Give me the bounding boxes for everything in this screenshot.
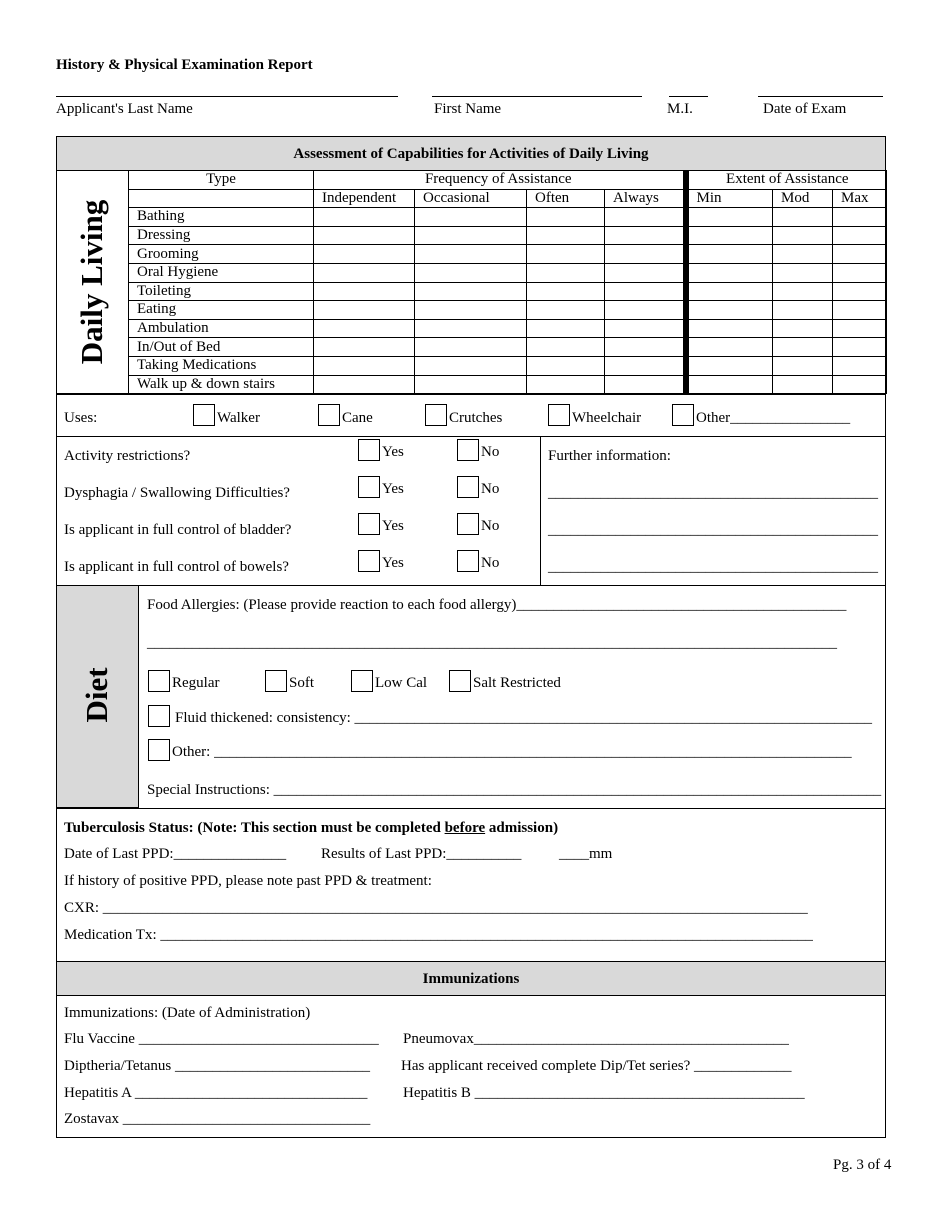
immunizations-subtitle: Immunizations: (Date of Administration) — [64, 1005, 311, 1021]
extent-header: Extent of Assistance — [686, 171, 887, 190]
table-row — [129, 319, 887, 338]
further-information-line[interactable]: ____________________________________________ — [548, 522, 878, 538]
last-name-label: Applicant's Last Name — [56, 101, 193, 117]
soft-checkbox[interactable] — [265, 670, 287, 692]
first-name-line[interactable] — [432, 96, 642, 97]
col-independent: Independent — [314, 189, 415, 208]
fluid-thickened-field[interactable]: Fluid thickened: consistency: _____________________________________________________________________ — [175, 710, 873, 726]
fluid-thickened-checkbox[interactable] — [148, 705, 170, 727]
table-row — [129, 263, 887, 282]
divider — [56, 585, 886, 586]
further-information-label: Further information: — [548, 448, 671, 464]
yes-label: Yes — [382, 444, 404, 460]
adl-row-label: Grooming — [129, 245, 314, 264]
results-last-ppd-field[interactable]: Results of Last PPD:__________ — [321, 846, 522, 862]
table-row — [129, 208, 887, 227]
adl-row-label: Ambulation — [129, 319, 314, 338]
food-allergies-field[interactable]: Food Allergies: (Please provide reaction to each food allergy)____________________________________________ — [147, 597, 847, 613]
mi-line[interactable] — [669, 96, 708, 97]
no-label: No — [481, 555, 500, 571]
no-label: No — [481, 481, 500, 497]
adl-row-label: Taking Medications — [129, 356, 314, 375]
special-instructions-field[interactable]: Special Instructions: _________________________________________________________________________________ — [147, 782, 882, 798]
frequency-header: Frequency of Assistance — [314, 171, 686, 190]
diet-other-field[interactable]: Other: _____________________________________________________________________________________ — [172, 744, 852, 760]
regular-label: Regular — [172, 675, 220, 691]
adl-header-row — [129, 171, 887, 190]
question-activity-restrictions: Activity restrictions? — [64, 448, 191, 464]
table-row — [129, 226, 887, 245]
pneumovax-field[interactable]: Pneumovax__________________________________________ — [403, 1031, 789, 1047]
diet-other-checkbox[interactable] — [148, 739, 170, 761]
yes-label: Yes — [382, 518, 404, 534]
soft-label: Soft — [289, 675, 315, 691]
uses-label: Uses: — [64, 410, 98, 426]
yes-label: Yes — [382, 555, 404, 571]
other-label: Other________________ — [696, 410, 851, 426]
wheelchair-label: Wheelchair — [572, 410, 642, 426]
adl-row-label: In/Out of Bed — [129, 338, 314, 357]
walker-checkbox[interactable] — [193, 404, 215, 426]
regular-checkbox[interactable] — [148, 670, 170, 692]
tb-title: Tuberculosis Status: (Note: This section must be completed before admission) — [64, 820, 559, 836]
flu-vaccine-field[interactable]: Flu Vaccine ________________________________ — [64, 1031, 379, 1047]
crutches-label: Crutches — [449, 410, 503, 426]
last-name-line[interactable] — [56, 96, 398, 97]
no-checkbox[interactable] — [457, 550, 479, 572]
immunizations-title: Immunizations — [422, 971, 520, 987]
no-checkbox[interactable] — [457, 513, 479, 535]
adl-subheader-row — [129, 189, 887, 208]
cxr-field[interactable]: CXR: ______________________________________________________________________________________________ — [64, 900, 808, 916]
divider — [540, 436, 541, 586]
further-information-line[interactable]: ____________________________________________ — [548, 559, 878, 575]
dip-tet-series-field[interactable]: Has applicant received complete Dip/Tet series? _____________ — [401, 1058, 792, 1074]
adl-row-label: Toileting — [129, 282, 314, 301]
zostavax-field[interactable]: Zostavax _________________________________ — [64, 1111, 371, 1127]
table-row — [129, 301, 887, 320]
low-cal-checkbox[interactable] — [351, 670, 373, 692]
page-title: History & Physical Examination Report — [56, 57, 313, 73]
diptheria-tetanus-field[interactable]: Diptheria/Tetanus __________________________ — [64, 1058, 370, 1074]
diet-label: Diet — [79, 667, 114, 723]
food-allergies-line[interactable]: ____________________________________________________________________________________________ — [147, 635, 837, 651]
question-bladder: Is applicant in full control of bladder? — [64, 522, 292, 538]
divider — [56, 394, 886, 395]
col-always: Always — [605, 189, 686, 208]
page-number: Pg. 3 of 4 — [833, 1157, 892, 1173]
low-cal-label: Low Cal — [375, 675, 428, 691]
ppd-mm-field[interactable]: ____mm — [559, 846, 613, 862]
salt-restricted-checkbox[interactable] — [449, 670, 471, 692]
adl-row-label: Bathing — [129, 208, 314, 227]
table-row — [129, 282, 887, 301]
hepatitis-a-field[interactable]: Hepatitis A _______________________________ — [64, 1085, 368, 1101]
yes-checkbox[interactable] — [358, 513, 380, 535]
type-header: Type — [129, 171, 314, 190]
no-checkbox[interactable] — [457, 476, 479, 498]
cane-label: Cane — [342, 410, 373, 426]
col-often: Often — [527, 189, 605, 208]
col-min: Min — [686, 189, 773, 208]
no-label: No — [481, 518, 500, 534]
adl-row-label: Oral Hygiene — [129, 263, 314, 282]
adl-row-label: Eating — [129, 301, 314, 320]
table-row — [129, 356, 887, 375]
other-checkbox[interactable] — [672, 404, 694, 426]
adl-title: Assessment of Capabilities for Activities of Daily Living — [293, 146, 649, 162]
yes-checkbox[interactable] — [358, 476, 380, 498]
ppd-history-label: If history of positive PPD, please note past PPD & treatment: — [64, 873, 432, 889]
divider — [56, 436, 886, 437]
yes-label: Yes — [382, 481, 404, 497]
further-information-line[interactable]: ____________________________________________ — [548, 485, 878, 501]
walker-label: Walker — [217, 410, 260, 426]
table-row — [129, 375, 887, 394]
no-checkbox[interactable] — [457, 439, 479, 461]
yes-checkbox[interactable] — [358, 439, 380, 461]
date-of-exam-line[interactable] — [758, 96, 883, 97]
divider — [56, 808, 886, 809]
table-row — [129, 338, 887, 357]
cane-checkbox[interactable] — [318, 404, 340, 426]
adl-row-label: Dressing — [129, 226, 314, 245]
hepatitis-b-field[interactable]: Hepatitis B ____________________________________________ — [403, 1085, 805, 1101]
adl-row-label: Walk up & down stairs — [129, 375, 314, 394]
question-dysphagia: Dysphagia / Swallowing Difficulties? — [64, 485, 290, 501]
col-occasional: Occasional — [415, 189, 527, 208]
no-label: No — [481, 444, 500, 460]
col-mod: Mod — [773, 189, 833, 208]
date-last-ppd-field[interactable]: Date of Last PPD:_______________ — [64, 846, 287, 862]
table-row — [129, 245, 887, 264]
medication-tx-field[interactable]: Medication Tx: _______________________________________________________________________________________ — [64, 927, 813, 943]
date-of-exam-label: Date of Exam — [763, 101, 847, 117]
first-name-label: First Name — [434, 101, 502, 117]
crutches-checkbox[interactable] — [425, 404, 447, 426]
yes-checkbox[interactable] — [358, 550, 380, 572]
wheelchair-checkbox[interactable] — [548, 404, 570, 426]
col-max: Max — [833, 189, 887, 208]
question-bowels: Is applicant in full control of bowels? — [64, 559, 289, 575]
salt-restricted-label: Salt Restricted — [473, 675, 561, 691]
adl-table — [128, 170, 887, 394]
mi-label: M.I. — [667, 101, 693, 117]
daily-living-label: Daily Living — [74, 199, 109, 365]
